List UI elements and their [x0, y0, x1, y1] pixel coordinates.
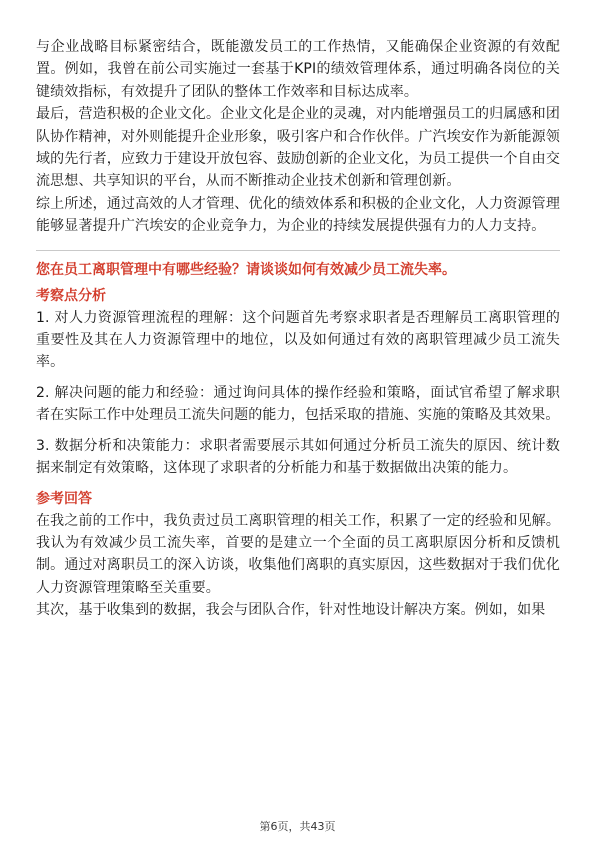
intro-paragraph-1: 与企业战略目标紧密结合，既能激发员工的工作热情，又能确保企业资源的有效配置。例如，我曾在前公司实施过一套基于KPI的绩效管理体系，通过明确各岗位的关键绩效指标，有效提升了团队的整体工作效率和目标达成率。: [36, 39, 560, 100]
interview-question: 您在员工离职管理中有哪些经验？请谈谈如何有效减少员工流失率。: [36, 261, 456, 278]
analysis-item-1: 1. 对人力资源管理流程的理解：这个问题首先考察求职者是否理解员工离职管理的重要性及其在人力资源管理中的地位，以及如何通过有效的离职管理减少员工流失率。: [36, 309, 560, 371]
answer-paragraph-1: 在我之前的工作中，我负责过员工离职管理的相关工作，积累了一定的经验和见解。我认为有效减少员工流失率，首要的是建立一个全面的员工离职原因分析和反馈机制。通过对离职员工的深入访谈，收集他们离职的真实原因，这些数据对于我们优化人力资源管理策略至关重要。: [36, 512, 560, 596]
answer-paragraph-2: 其次，基于收集到的数据，我会与团队合作，针对性地设计解决方案。例如，如果: [36, 602, 546, 619]
document-body: [36, 36, 560, 622]
answer-title: 参考回答: [36, 490, 92, 507]
analysis-item-2: 2. 解决问题的能力和经验：通过询问具体的操作经验和策略，面试官希望了解求职者在实际工作中处理员工流失问题的能力，包括采取的措施、实施的策略及其效果。: [36, 384, 560, 424]
analysis-title: 考察点分析: [36, 287, 106, 304]
section-divider: [36, 250, 560, 251]
intro-paragraph-2: 最后，营造积极的企业文化。企业文化是企业的灵魂，对内能增强员工的归属感和团队协作精神，对外则能提升企业形象，吸引客户和合作伙伴。广汽埃安作为新能源领域的先行者，应致力于建设开放包容、鼓励创新的企业文化，为员工提供一个自由交流思想、共享知识的平台，从而不断推动企业技术创新和管理创新。: [36, 106, 560, 190]
intro-paragraph-3: 综上所述，通过高效的人才管理、优化的绩效体系和积极的企业文化，人力资源管理能够显著提升广汽埃安的企业竞争力，为企业的持续发展提供强有力的人力支持。: [36, 195, 560, 235]
page-number: 第6页，共43页: [259, 820, 336, 833]
analysis-item-3: 3. 数据分析和决策能力：求职者需要展示其如何通过分析员工流失的原因、统计数据来制定有效策略，这体现了求职者的分析能力和基于数据做出决策的能力。: [36, 437, 560, 477]
